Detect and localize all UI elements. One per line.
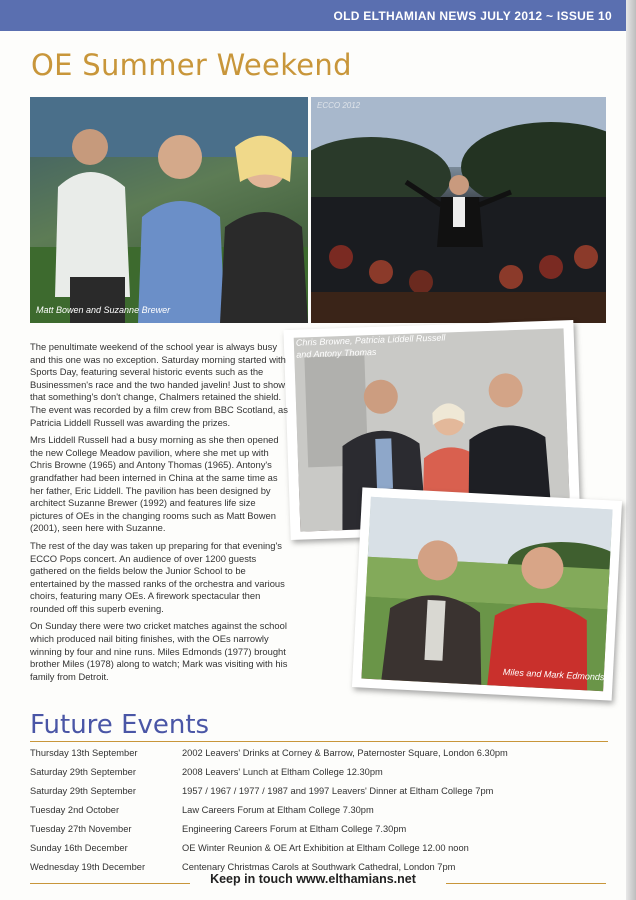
event-row xyxy=(30,767,610,786)
issue-header: OLD ELTHAMIAN NEWS JULY 2012 ~ ISSUE 10 xyxy=(333,9,612,23)
footer-website: Keep in touch www.elthamians.net xyxy=(210,872,416,886)
paragraph-3: The rest of the day was taken up preparing for that evening's ECCO Pops concert. An audience of over 1200 guests gathered on the fields below the Junior School to be entertained by the massed ranks of the orchestra and various choirs, featuring many OEs. A firework spectacular then rounded off this superb evening. xyxy=(30,539,285,614)
future-events-rule xyxy=(30,741,608,742)
photo-credit: ECCO 2012 xyxy=(317,101,361,110)
caption-photo3-line2: and Antony Thomas xyxy=(296,346,377,360)
photo4-people-illustration xyxy=(361,497,612,691)
page-edge xyxy=(626,0,636,900)
orchestra-illustration xyxy=(311,97,606,323)
event-row xyxy=(30,824,610,843)
future-events-title: Future Events xyxy=(30,710,210,740)
event-description: 2008 Leavers' Lunch at Eltham College 12.30pm xyxy=(182,767,383,777)
event-date: Tuesday 27th November xyxy=(30,824,132,834)
photo-orchestra xyxy=(311,97,606,323)
paragraph-2: Mrs Liddell Russell had a busy morning as she then opened the new College Meadow pavilion, where she met up with Chris Browne (1965) and Antony Thomas (1965). Antony's grandfather had been interned in China at the same time as her father, Eric Liddell. The pavilion has been designed by architect Suzanne Brewer (1992) and features life size pictures of OEs in the changing rooms such as Matt Bowen (2001), seen here with Suzanne. xyxy=(30,434,279,534)
event-description: 1957 / 1967 / 1977 / 1987 and 1997 Leavers' Dinner at Eltham College 7pm xyxy=(182,786,494,796)
header-bar xyxy=(0,0,626,31)
photo4-image xyxy=(361,497,612,691)
caption-photo4: Miles and Mark Edmonds xyxy=(502,666,605,683)
article-body xyxy=(30,341,290,683)
event-date: Thursday 13th September xyxy=(30,748,138,758)
event-description: Law Careers Forum at Eltham College 7.30pm xyxy=(182,805,374,815)
event-description: 2002 Leavers' Drinks at Corney & Barrow, Paternoster Square, London 6.30pm xyxy=(182,748,508,758)
caption-photo1: Matt Bowen and Suzanne Brewer xyxy=(36,305,171,315)
event-row xyxy=(30,843,610,862)
photo-edmonds xyxy=(352,487,622,700)
event-date: Sunday 16th December xyxy=(30,843,128,853)
event-description: Engineering Careers Forum at Eltham College 7.30pm xyxy=(182,824,407,834)
event-date: Saturday 29th September xyxy=(30,786,136,796)
event-date: Wednesday 19th December xyxy=(30,862,146,872)
paragraph-4: On Sunday there were two cricket matches against the school which produced nail biting finishes, with the OEs narrowly winning by four and nine runs. Miles Edmonds (1977) brought brother Miles (1978) along to watch; Mark was visiting with his family from Detroit. xyxy=(30,620,288,682)
event-description: OE Winter Reunion & OE Art Exhibition at Eltham College 12.00 noon xyxy=(182,843,469,853)
photo-people-illustration xyxy=(30,97,308,323)
caption-photo3-line1: Chris Browne, Patricia Liddell Russell xyxy=(295,332,446,348)
event-date: Saturday 29th September xyxy=(30,767,136,777)
photo-matt-suzanne xyxy=(30,97,308,323)
event-description: Centenary Christmas Carols at Southwark Cathedral, London 7pm xyxy=(182,862,456,872)
article-title: OE Summer Weekend xyxy=(31,48,352,82)
event-row xyxy=(30,748,610,767)
paragraph-1: The penultimate weekend of the school year is always busy and this one was no exception. Saturday morning started with Sports Day, featuring several historic events such as the Businessmen's race and the two handed javelin! Just to show that something's don't change, Chalmers retained the shield. The event was recorded by a film crew from BBC Scotland, as Patricia Liddell Russell was awarding the prizes. xyxy=(30,341,288,428)
event-row xyxy=(30,786,610,805)
event-date: Tuesday 2nd October xyxy=(30,805,120,815)
event-row xyxy=(30,805,610,824)
